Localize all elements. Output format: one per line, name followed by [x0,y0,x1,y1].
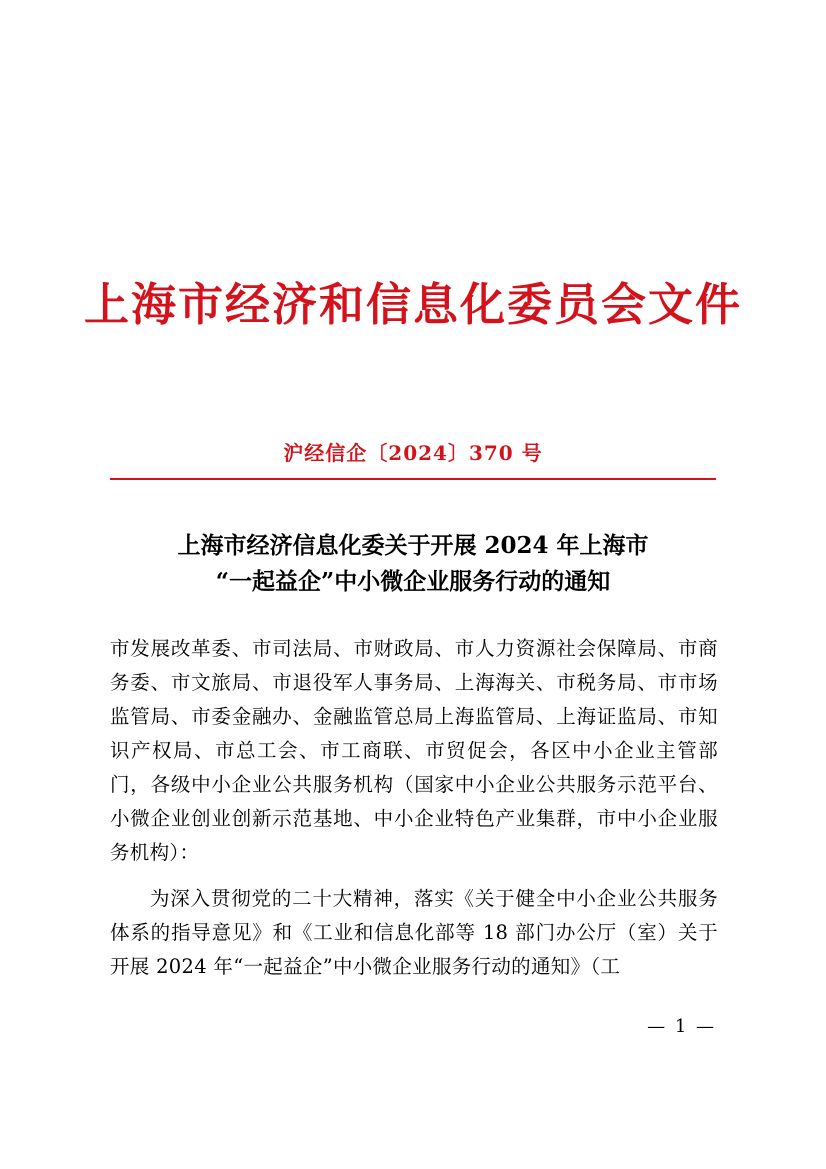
document-number: 沪经信企〔2024〕370 号 [283,441,543,465]
page-title-line-1: 上海市经济信息化委关于开展 2024 年上海市 [177,532,649,559]
red-divider-rule [110,478,716,480]
page-title [110,528,716,600]
document-body [110,632,718,984]
recipients-paragraph: 市发展改革委、市司法局、市财政局、市人力资源社会保障局、市商务委、市文旅局、市退役军人事务局、上海海关、市税务局、市市场监管局、市委金融办、金融监管总局上海监管局、上海证监局、市知识产权局、市总工会、市工商联、市贸促会，各区中小企业主管部门，各级中小企业公共服务机构（国家中小企业公共服务示范平台、小微企业创业创新示范基地、中小企业特色产业集群，市中小企业服务机构）： [110,637,718,864]
masthead-title: 上海市经济和信息化委员会文件 [83,278,742,331]
page-title-line-2: “一起益企”中小微企业服务行动的通知 [215,568,611,595]
body-paragraph-1: 为深入贯彻党的二十大精神，落实《关于健全中小企业公共服务体系的指导意见》和《工业和信息化部等 18 部门办公厅（室）关于开展 2024 年“一起益企”中小微企业服务行动的通知》（工 [110,887,718,978]
page-number: — 1 — [647,1016,716,1037]
masthead [0,278,826,332]
